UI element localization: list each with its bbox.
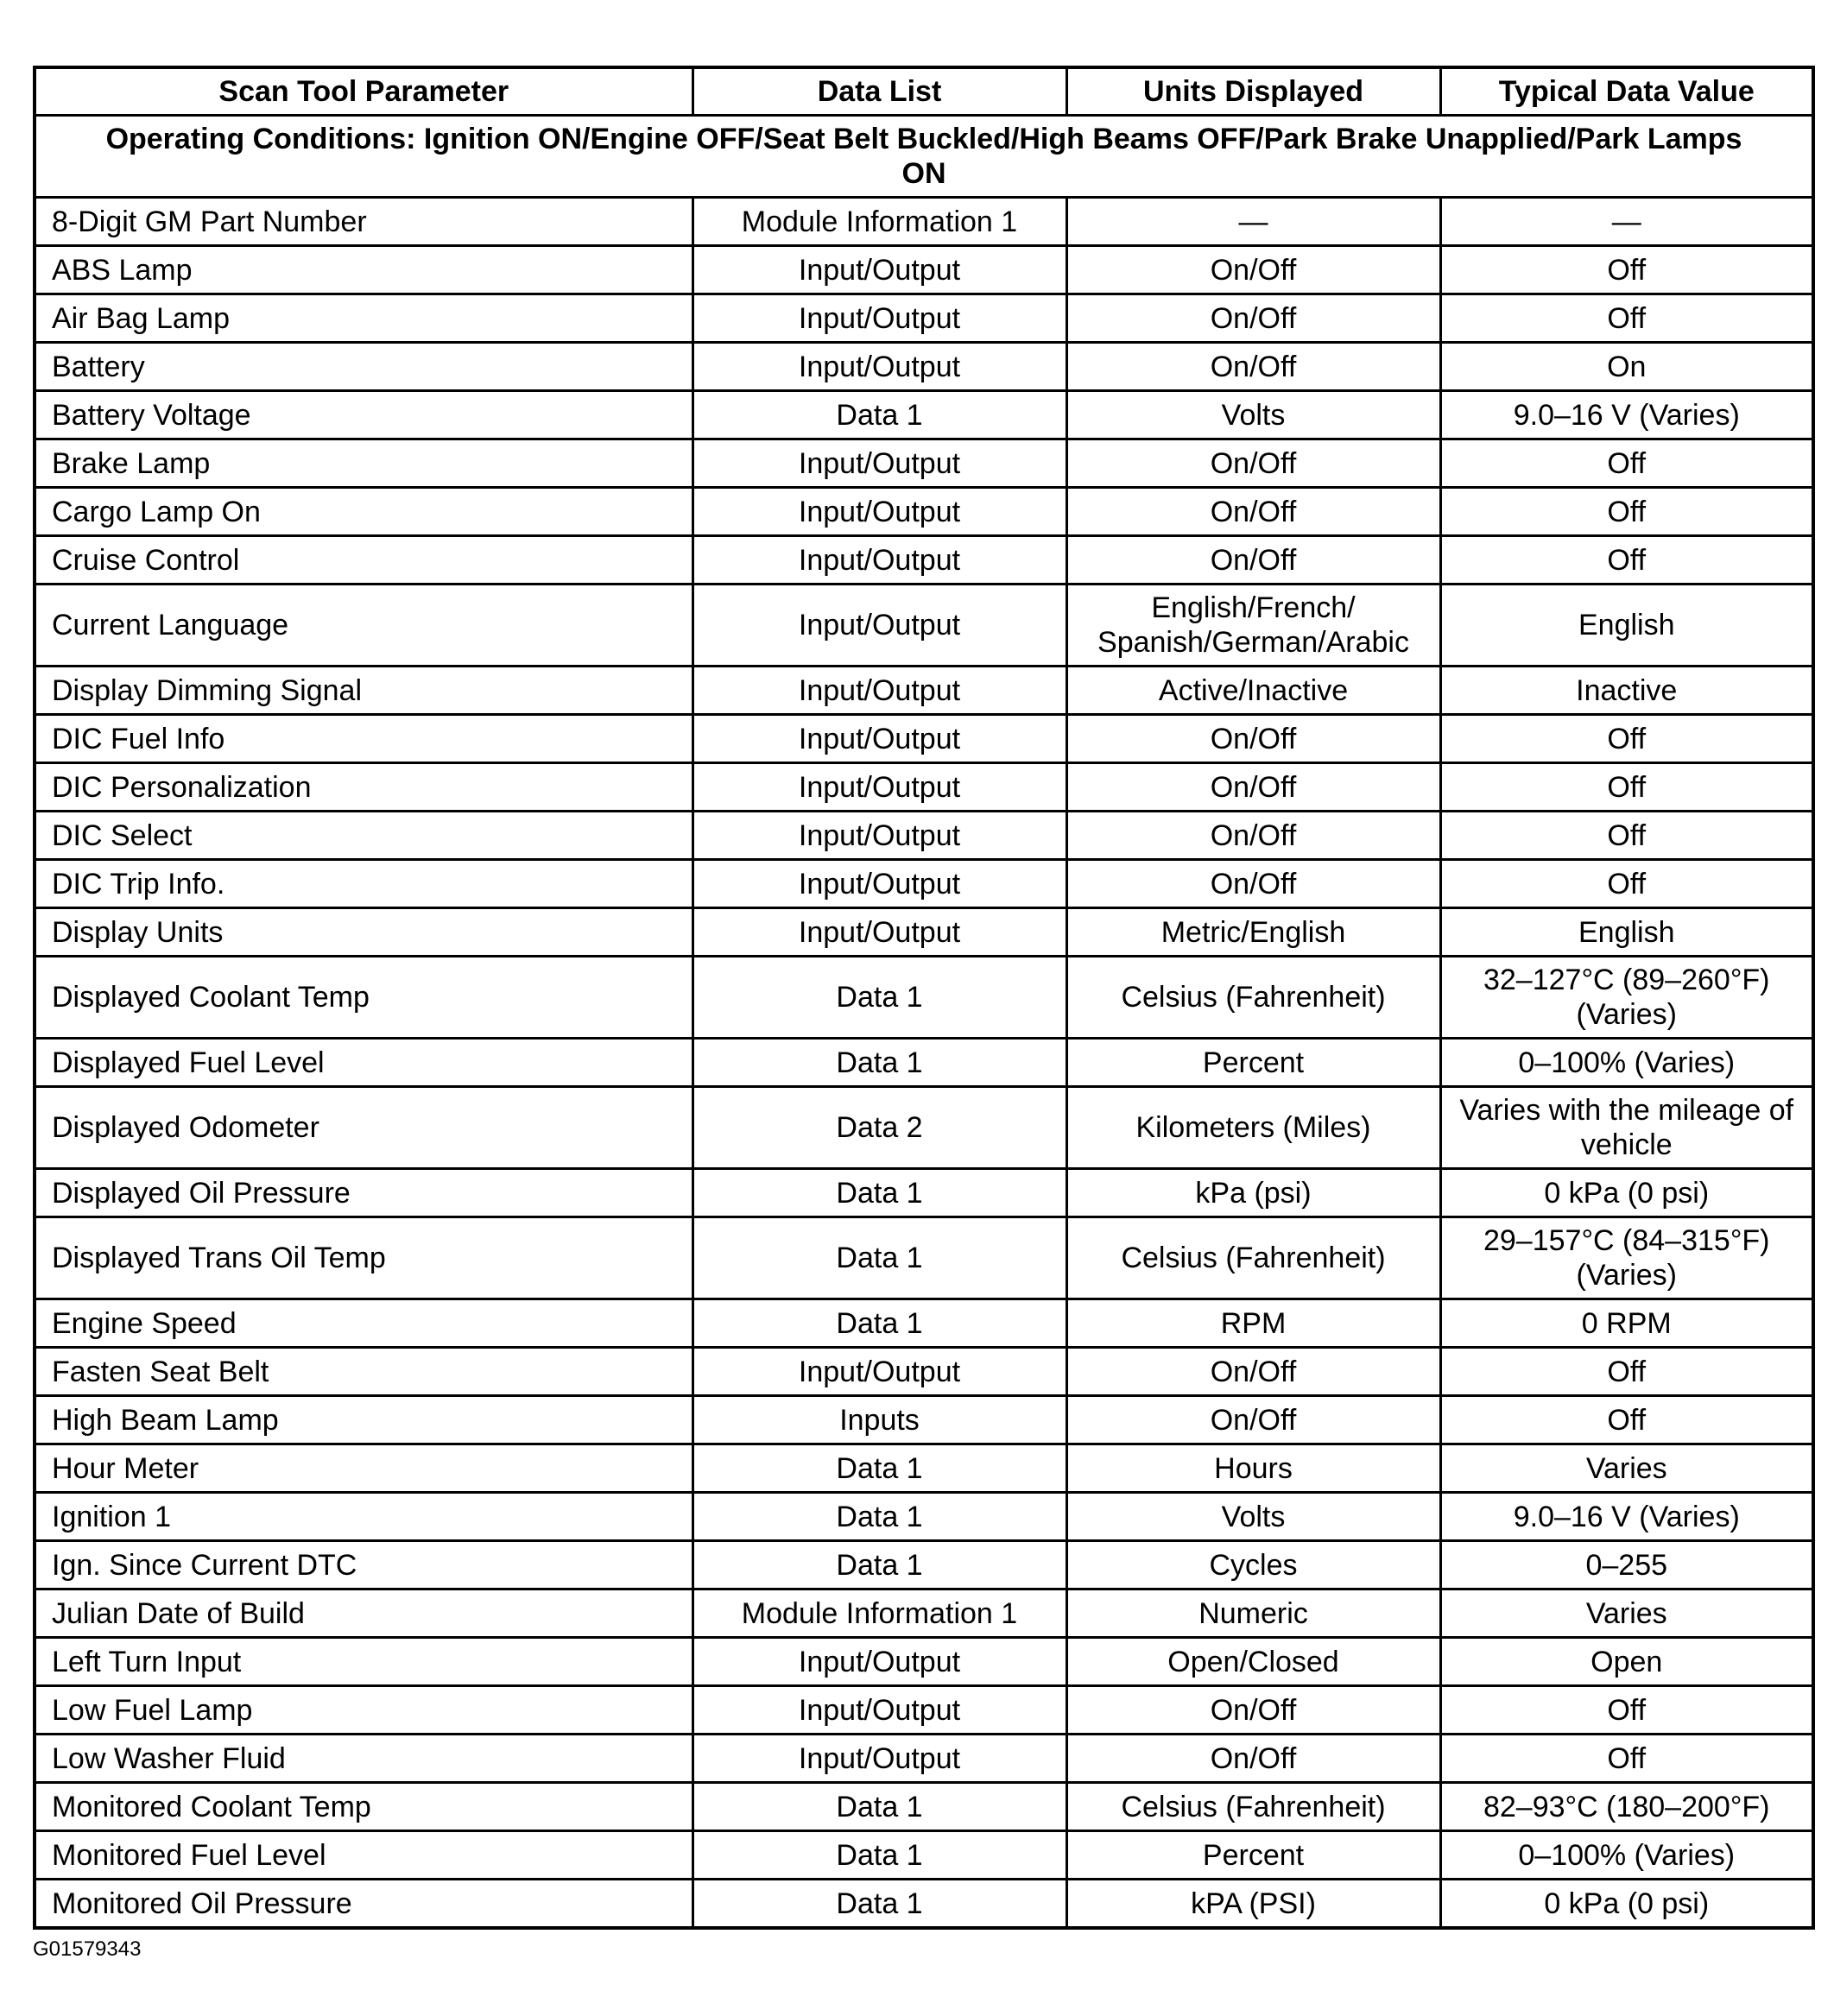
- cell-typical-data-value: Off: [1440, 439, 1813, 488]
- cell-units-displayed: On/Off: [1066, 860, 1440, 908]
- cell-parameter: Cargo Lamp On: [35, 488, 692, 536]
- cell-data-list: Input/Output: [692, 343, 1066, 391]
- cell-data-list: Input/Output: [692, 1735, 1066, 1783]
- operating-conditions-row: [35, 116, 1813, 198]
- cell-typical-data-value: 9.0–16 V (Varies): [1440, 391, 1813, 439]
- cell-data-list: Input/Output: [692, 488, 1066, 536]
- cell-data-list: Input/Output: [692, 763, 1066, 812]
- cell-typical-data-value: 0 kPa (0 psi): [1440, 1880, 1813, 1929]
- cell-parameter: Displayed Fuel Level: [35, 1039, 692, 1087]
- cell-parameter: Battery Voltage: [35, 391, 692, 439]
- cell-units-displayed: Volts: [1066, 391, 1440, 439]
- table-row: [35, 812, 1813, 860]
- cell-data-list: Data 1: [692, 1493, 1066, 1541]
- table-row: [35, 1493, 1813, 1541]
- cell-units-displayed: RPM: [1066, 1299, 1440, 1348]
- cell-typical-data-value: Off: [1440, 763, 1813, 812]
- table-row: [35, 1396, 1813, 1444]
- scan-tool-data-table: [33, 66, 1815, 1930]
- table-row: [35, 1039, 1813, 1087]
- cell-data-list: Input/Output: [692, 439, 1066, 488]
- cell-units-displayed: On/Off: [1066, 488, 1440, 536]
- table-row: [35, 1783, 1813, 1831]
- cell-typical-data-value: Off: [1440, 1686, 1813, 1735]
- cell-units-displayed: On/Off: [1066, 1396, 1440, 1444]
- cell-typical-data-value: On: [1440, 343, 1813, 391]
- cell-parameter: DIC Personalization: [35, 763, 692, 812]
- cell-data-list: Data 1: [692, 957, 1066, 1039]
- table-row: [35, 198, 1813, 246]
- cell-parameter: Low Fuel Lamp: [35, 1686, 692, 1735]
- cell-typical-data-value: Off: [1440, 715, 1813, 763]
- cell-typical-data-value: 29–157°C (84–315°F) (Varies): [1440, 1217, 1813, 1299]
- cell-data-list: Data 1: [692, 1299, 1066, 1348]
- cell-typical-data-value: Off: [1440, 536, 1813, 585]
- table-row: [35, 1638, 1813, 1686]
- cell-parameter: Battery: [35, 343, 692, 391]
- cell-typical-data-value: 0 kPa (0 psi): [1440, 1169, 1813, 1217]
- cell-typical-data-value: Off: [1440, 860, 1813, 908]
- cell-data-list: Input/Output: [692, 1348, 1066, 1396]
- cell-units-displayed: Celsius (Fahrenheit): [1066, 957, 1440, 1039]
- cell-units-displayed: On/Off: [1066, 1686, 1440, 1735]
- cell-typical-data-value: Off: [1440, 294, 1813, 343]
- cell-parameter: Ignition 1: [35, 1493, 692, 1541]
- table-row: [35, 1169, 1813, 1217]
- cell-typical-data-value: 32–127°C (89–260°F) (Varies): [1440, 957, 1813, 1039]
- cell-parameter: Brake Lamp: [35, 439, 692, 488]
- figure-id: G01579343: [33, 1937, 142, 1961]
- cell-data-list: Input/Output: [692, 294, 1066, 343]
- cell-units-displayed: Numeric: [1066, 1589, 1440, 1638]
- cell-typical-data-value: 0–100% (Varies): [1440, 1039, 1813, 1087]
- cell-units-displayed: On/Off: [1066, 812, 1440, 860]
- header-row: [35, 67, 1813, 116]
- cell-data-list: Data 1: [692, 1039, 1066, 1087]
- cell-units-displayed: kPA (PSI): [1066, 1880, 1440, 1929]
- cell-data-list: Input/Output: [692, 246, 1066, 294]
- header-data-list: Data List: [692, 67, 1066, 116]
- header-units-displayed: Units Displayed: [1066, 67, 1440, 116]
- table-row: [35, 1217, 1813, 1299]
- cell-units-displayed: On/Off: [1066, 294, 1440, 343]
- cell-parameter: Julian Date of Build: [35, 1589, 692, 1638]
- cell-parameter: Air Bag Lamp: [35, 294, 692, 343]
- operating-conditions: Operating Conditions: Ignition ON/Engine OFF/Seat Belt Buckled/High Beams OFF/Park Brake Unapplied/Park Lamps ON: [35, 116, 1813, 198]
- cell-data-list: Data 1: [692, 1541, 1066, 1589]
- cell-units-displayed: On/Off: [1066, 715, 1440, 763]
- cell-data-list: Input/Output: [692, 585, 1066, 667]
- cell-parameter: Displayed Oil Pressure: [35, 1169, 692, 1217]
- cell-data-list: Input/Output: [692, 1686, 1066, 1735]
- cell-typical-data-value: English: [1440, 908, 1813, 957]
- cell-parameter: DIC Trip Info.: [35, 860, 692, 908]
- cell-parameter: DIC Fuel Info: [35, 715, 692, 763]
- table-row: [35, 957, 1813, 1039]
- cell-data-list: Input/Output: [692, 812, 1066, 860]
- cell-units-displayed: Celsius (Fahrenheit): [1066, 1783, 1440, 1831]
- cell-parameter: Fasten Seat Belt: [35, 1348, 692, 1396]
- cell-units-displayed: On/Off: [1066, 763, 1440, 812]
- cell-typical-data-value: Varies: [1440, 1589, 1813, 1638]
- cell-parameter: Monitored Fuel Level: [35, 1831, 692, 1880]
- cell-parameter: Ign. Since Current DTC: [35, 1541, 692, 1589]
- cell-units-displayed: On/Off: [1066, 343, 1440, 391]
- table-row: [35, 439, 1813, 488]
- header-typical-data-value: Typical Data Value: [1440, 67, 1813, 116]
- table-row: [35, 667, 1813, 715]
- table-row: [35, 908, 1813, 957]
- cell-data-list: Module Information 1: [692, 198, 1066, 246]
- cell-units-displayed: English/French/ Spanish/German/Arabic: [1066, 585, 1440, 667]
- cell-units-displayed: Open/Closed: [1066, 1638, 1440, 1686]
- cell-units-displayed: Hours: [1066, 1444, 1440, 1493]
- cell-parameter: Displayed Odometer: [35, 1087, 692, 1169]
- cell-data-list: Data 1: [692, 1169, 1066, 1217]
- cell-typical-data-value: 9.0–16 V (Varies): [1440, 1493, 1813, 1541]
- cell-units-displayed: On/Off: [1066, 1735, 1440, 1783]
- cell-units-displayed: On/Off: [1066, 439, 1440, 488]
- cell-typical-data-value: Varies with the mileage of vehicle: [1440, 1087, 1813, 1169]
- cell-units-displayed: kPa (psi): [1066, 1169, 1440, 1217]
- cell-units-displayed: Cycles: [1066, 1541, 1440, 1589]
- cell-parameter: Display Dimming Signal: [35, 667, 692, 715]
- cell-data-list: Input/Output: [692, 1638, 1066, 1686]
- cell-units-displayed: —: [1066, 198, 1440, 246]
- cell-typical-data-value: Off: [1440, 1396, 1813, 1444]
- table-row: [35, 1735, 1813, 1783]
- cell-units-displayed: Volts: [1066, 1493, 1440, 1541]
- cell-parameter: Cruise Control: [35, 536, 692, 585]
- table-row: [35, 391, 1813, 439]
- cell-typical-data-value: 0 RPM: [1440, 1299, 1813, 1348]
- cell-units-displayed: Celsius (Fahrenheit): [1066, 1217, 1440, 1299]
- cell-typical-data-value: 82–93°C (180–200°F): [1440, 1783, 1813, 1831]
- cell-units-displayed: Metric/English: [1066, 908, 1440, 957]
- cell-units-displayed: On/Off: [1066, 1348, 1440, 1396]
- cell-parameter: Displayed Coolant Temp: [35, 957, 692, 1039]
- cell-typical-data-value: English: [1440, 585, 1813, 667]
- cell-units-displayed: Kilometers (Miles): [1066, 1087, 1440, 1169]
- cell-parameter: Left Turn Input: [35, 1638, 692, 1686]
- cell-typical-data-value: Off: [1440, 488, 1813, 536]
- cell-typical-data-value: Off: [1440, 812, 1813, 860]
- cell-parameter: Low Washer Fluid: [35, 1735, 692, 1783]
- cell-typical-data-value: 0–255: [1440, 1541, 1813, 1589]
- cell-parameter: Hour Meter: [35, 1444, 692, 1493]
- table-row: [35, 1686, 1813, 1735]
- table-row: [35, 1589, 1813, 1638]
- cell-typical-data-value: Off: [1440, 1348, 1813, 1396]
- cell-parameter: DIC Select: [35, 812, 692, 860]
- table-body: [35, 116, 1813, 1929]
- cell-typical-data-value: Open: [1440, 1638, 1813, 1686]
- cell-parameter: Displayed Trans Oil Temp: [35, 1217, 692, 1299]
- cell-data-list: Input/Output: [692, 667, 1066, 715]
- table-row: [35, 1541, 1813, 1589]
- cell-units-displayed: On/Off: [1066, 536, 1440, 585]
- cell-data-list: Input/Output: [692, 536, 1066, 585]
- cell-units-displayed: Percent: [1066, 1831, 1440, 1880]
- cell-data-list: Data 1: [692, 1880, 1066, 1929]
- cell-data-list: Module Information 1: [692, 1589, 1066, 1638]
- cell-units-displayed: On/Off: [1066, 246, 1440, 294]
- cell-parameter: Monitored Coolant Temp: [35, 1783, 692, 1831]
- cell-data-list: Data 1: [692, 1217, 1066, 1299]
- table-row: [35, 343, 1813, 391]
- cell-parameter: 8-Digit GM Part Number: [35, 198, 692, 246]
- table-row: [35, 1087, 1813, 1169]
- cell-data-list: Input/Output: [692, 860, 1066, 908]
- cell-typical-data-value: Off: [1440, 246, 1813, 294]
- cell-data-list: Input/Output: [692, 715, 1066, 763]
- table-row: [35, 536, 1813, 585]
- cell-parameter: High Beam Lamp: [35, 1396, 692, 1444]
- cell-units-displayed: Percent: [1066, 1039, 1440, 1087]
- table-row: [35, 1880, 1813, 1929]
- cell-data-list: Data 1: [692, 1444, 1066, 1493]
- cell-typical-data-value: Varies: [1440, 1444, 1813, 1493]
- cell-typical-data-value: Off: [1440, 1735, 1813, 1783]
- table-row: [35, 1348, 1813, 1396]
- cell-data-list: Data 2: [692, 1087, 1066, 1169]
- table-header: [35, 67, 1813, 116]
- cell-data-list: Data 1: [692, 1783, 1066, 1831]
- table-row: [35, 246, 1813, 294]
- cell-typical-data-value: —: [1440, 198, 1813, 246]
- table-row: [35, 1444, 1813, 1493]
- cell-typical-data-value: 0–100% (Varies): [1440, 1831, 1813, 1880]
- cell-data-list: Data 1: [692, 1831, 1066, 1880]
- cell-data-list: Data 1: [692, 391, 1066, 439]
- table-row: [35, 1299, 1813, 1348]
- table-row: [35, 763, 1813, 812]
- cell-data-list: Input/Output: [692, 908, 1066, 957]
- table-row: [35, 860, 1813, 908]
- header-scan-tool-parameter: Scan Tool Parameter: [35, 67, 692, 116]
- cell-parameter: Engine Speed: [35, 1299, 692, 1348]
- cell-units-displayed: Active/Inactive: [1066, 667, 1440, 715]
- table-row: [35, 294, 1813, 343]
- cell-parameter: Monitored Oil Pressure: [35, 1880, 692, 1929]
- table-row: [35, 488, 1813, 536]
- table-row: [35, 585, 1813, 667]
- table-row: [35, 715, 1813, 763]
- cell-parameter: Display Units: [35, 908, 692, 957]
- table-row: [35, 1831, 1813, 1880]
- cell-typical-data-value: Inactive: [1440, 667, 1813, 715]
- cell-parameter: ABS Lamp: [35, 246, 692, 294]
- cell-parameter: Current Language: [35, 585, 692, 667]
- cell-data-list: Inputs: [692, 1396, 1066, 1444]
